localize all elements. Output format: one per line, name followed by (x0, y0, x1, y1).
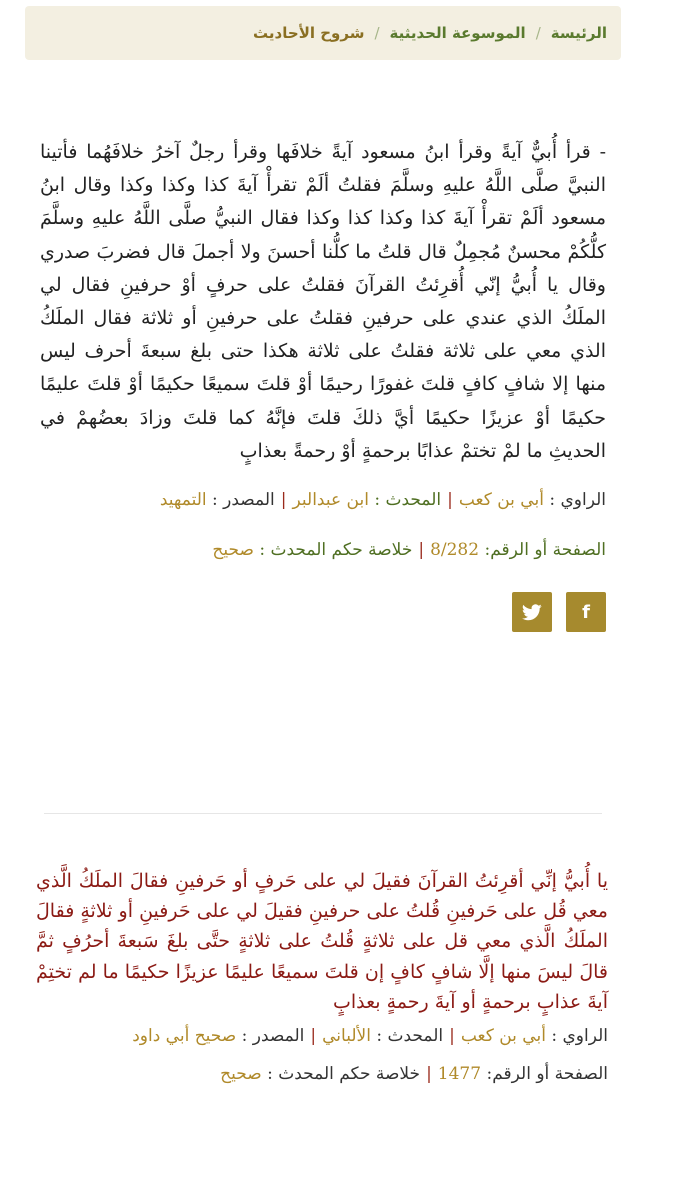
source-label: المصدر : (212, 490, 275, 511)
muhaddith-label: المحدث : (376, 1026, 444, 1047)
facebook-share-button[interactable] (566, 592, 606, 632)
hadith-meta-ruling-row (40, 536, 606, 564)
page-number: 8/282 (430, 540, 480, 561)
breadcrumb (25, 6, 621, 60)
page-label: الصفحة أو الرقم: (486, 1064, 608, 1085)
twitter-share-button[interactable] (512, 592, 552, 632)
muhaddith-link[interactable]: الألباني (322, 1026, 371, 1047)
ruling-label: خلاصة حكم المحدث : (259, 540, 413, 561)
narrator-label: الراوي : (549, 490, 606, 511)
hadith-meta-narrator-row (40, 486, 606, 514)
ruling-value: صحيح (220, 1064, 262, 1085)
meta-separator: | (310, 1026, 317, 1047)
hadith-result-2 (36, 866, 608, 1089)
hadith-text: - قرأ أُبيٌّ آيةً وقرأ ابنُ مسعود آيةً خلافَها وقرأ رجلٌ آخرُ خلافَهُما فأتينا النبيَّ صلَّى اللَّهُ عليهِ وسلَّمَ فقلتُ ألَمْ تقرأْ آيةَ كذا وكذا وكذا وقال ابنُ مسعود ألَمْ تقرأْ آيةَ كذا وكذا كذا وكذا فقال النبيُّ صلَّى اللَّهُ عليهِ وسلَّمَ كلُّكُمْ محسنٌ مُجمِلٌ قال قلتُ ما كلُّنا أحسنَ ولا أجملَ قال فضربَ صدري وقال يا أُبيُّ إنّي أُقرِئتُ القرآنَ فقلتُ على حرفٍ أوْ حرفينِ فقال لي الملَكُ الذي عندي على حرفينِ فقلتُ على حرفينِ أو ثلاثة فقال الملَكُ الذي معي على ثلاثة فقلتُ على ثلاثة هكذا حتى بلغ سبعةَ أحرف ليس منها إلا شافٍ كافٍ قلتَ غفورًا رحيمًا أوْ قلتَ سميعًا حكيمًا أوْ قلتَ عليمًا حكيمًا أوْ عزيزًا حكيمًا أيَّ ذلكَ قلتَ فإنَّهُ كما قلتَ وزادَ بعضُهمْ في الحديثِ ما لمْ تختمْ عذابًا برحمةٍ أوْ رحمةً بعذابٍ (40, 141, 606, 462)
meta-separator: | (280, 490, 287, 511)
ruling-value: صحيح (212, 540, 254, 561)
meta-separator: | (447, 490, 453, 511)
narrator-link[interactable]: أبي بن كعب (460, 1026, 546, 1047)
hadith-meta-ruling-row (36, 1059, 608, 1089)
hadith-text: يا أُبيُّ إنِّي أقرِئتُ القرآنَ فقيلَ لي على حَرفٍ أو حَرفينِ فقالَ الملَكُ الَّذي معي قُل على حَرفينِ قُلتُ على حرفينِ فقيلَ لي على حَرفينِ أو ثلاثةٍ فقالَ الملَكُ الَّذي معي قل على ثلاثةٍ قُلتُ على ثلاثةٍ حتَّى بلغَ سَبعةَ أحرُفٍ ثمَّ قالَ ليسَ منها إلَّا شافٍ كافٍ إن قلتَ سميعًا عليمًا عزيزًا حكيمًا ما لم تختِمْ آيةَ عذابٍ برحمةٍ أو آيةَ رحمةٍ بعذابٍ (36, 870, 608, 1013)
twitter-icon (522, 604, 542, 621)
page-number: 1477 (437, 1064, 482, 1085)
breadcrumb-current[interactable]: شروح الأحاديث (253, 24, 365, 42)
hadith-result-1 (40, 136, 606, 632)
results-divider (44, 813, 602, 814)
breadcrumb-home-link[interactable]: الرئيسة (550, 24, 607, 42)
meta-separator: | (426, 1064, 432, 1085)
source-label: المصدر : (241, 1026, 305, 1047)
muhaddith-label: المحدث : (374, 490, 442, 511)
share-buttons (40, 592, 606, 632)
hadith-meta-narrator-row (36, 1021, 608, 1051)
source-link[interactable]: صحيح أبي داود (132, 1026, 237, 1047)
ruling-label: خلاصة حكم المحدث : (267, 1064, 421, 1085)
meta-separator: | (449, 1026, 455, 1047)
facebook-icon: f (582, 601, 590, 623)
narrator-label: الراوي : (551, 1026, 608, 1047)
muhaddith-link[interactable]: ابن عبدالبر (292, 490, 369, 511)
breadcrumb-separator: / (535, 24, 541, 42)
narrator-link[interactable]: أبي بن كعب (458, 490, 544, 511)
source-link[interactable]: التمهيد (159, 490, 207, 511)
meta-separator: | (418, 540, 425, 561)
page-label: الصفحة أو الرقم: (484, 540, 606, 561)
breadcrumb-encyclopedia-link[interactable]: الموسوعة الحديثية (389, 24, 526, 42)
breadcrumb-separator: / (374, 24, 380, 42)
